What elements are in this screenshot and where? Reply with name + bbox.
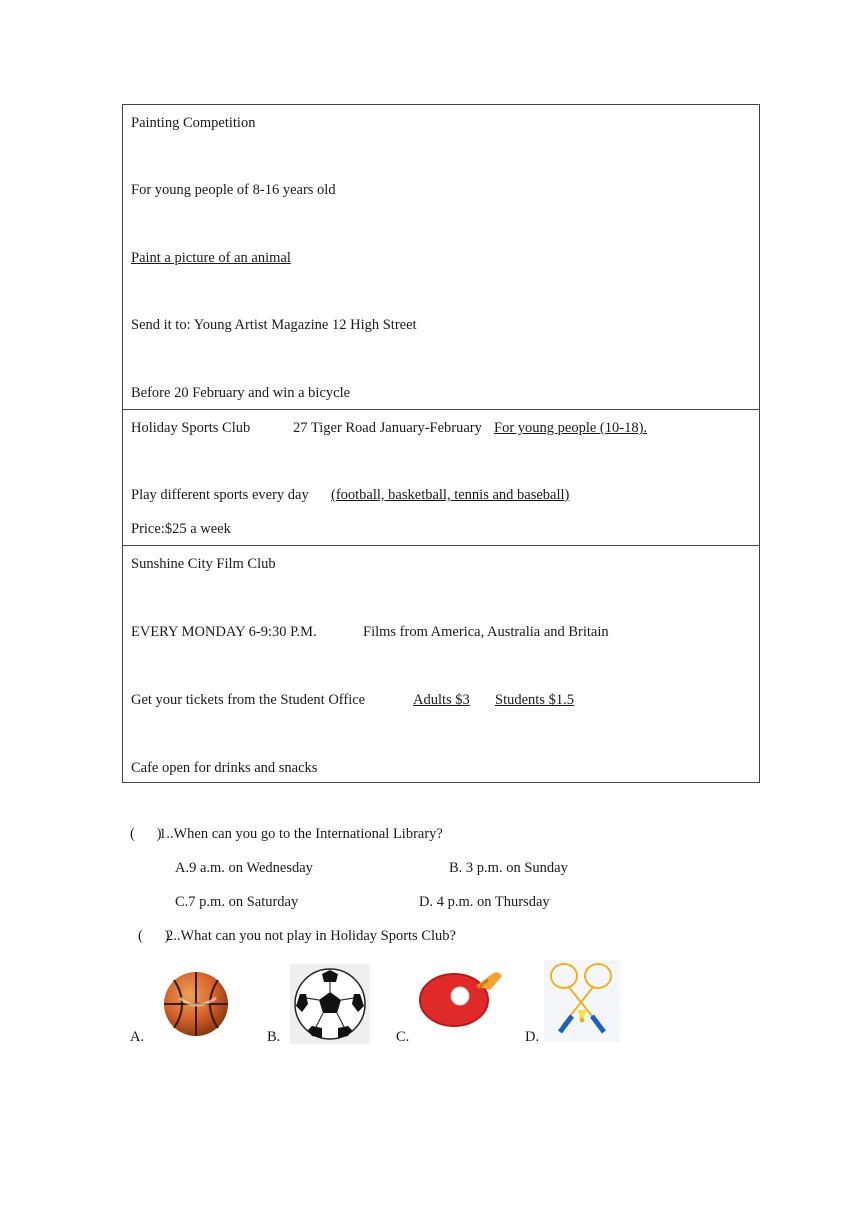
- ping-pong-paddle-icon: [418, 966, 508, 1035]
- film-tickets: Get your tickets from the Student Office: [131, 692, 366, 708]
- painting-title: Painting Competition: [131, 115, 256, 131]
- sports-list: (football, basketball, tennis and baseball): [331, 487, 570, 503]
- q2-option-b-label: B.: [267, 1029, 281, 1045]
- painting-send-to: Send it to: Young Artist Magazine 12 High Street: [131, 317, 417, 333]
- sports-address: 27 Tiger Road January-February: [293, 420, 482, 436]
- q1-option-a: A.9 a.m. on Wednesday: [175, 860, 313, 876]
- q2-option-c-label: C.: [396, 1029, 410, 1045]
- painting-competition-notice: [123, 105, 759, 410]
- q1-option-b: B. 3 p.m. on Sunday: [449, 860, 568, 876]
- film-schedule: EVERY MONDAY 6-9:30 P.M.: [131, 624, 317, 640]
- film-adults-price: Adults $3: [413, 692, 470, 708]
- painting-task: Paint a picture of an animal: [131, 250, 291, 266]
- q2-answer-bracket[interactable]: ( ): [138, 928, 170, 944]
- soccer-ball-icon: [290, 964, 370, 1049]
- badminton-rackets-icon: [544, 960, 620, 1047]
- film-origins: Films from America, Australia and Britain: [363, 624, 609, 640]
- q2-text: 2..What can you not play in Holiday Sports Club?: [166, 928, 456, 944]
- q1-text: 1..When can you go to the International Library?: [159, 826, 443, 842]
- film-name: Sunshine City Film Club: [131, 556, 276, 572]
- sports-price: Price:$25 a week: [131, 521, 231, 537]
- q1-option-c: C.7 p.m. on Saturday: [175, 894, 299, 910]
- painting-deadline: Before 20 February and win a bicycle: [131, 385, 351, 401]
- film-club-notice: [123, 546, 759, 782]
- sports-name: Holiday Sports Club: [131, 420, 251, 436]
- holiday-sports-club-notice: [123, 410, 759, 546]
- film-students-price: Students $1.5: [495, 692, 574, 708]
- q1-answer-bracket[interactable]: ( ): [130, 826, 162, 842]
- notices-table: [122, 104, 760, 783]
- painting-audience: For young people of 8-16 years old: [131, 182, 336, 198]
- q1-option-d: D. 4 p.m. on Thursday: [419, 894, 550, 910]
- film-cafe: Cafe open for drinks and snacks: [131, 760, 318, 776]
- q2-option-a-label: A.: [130, 1029, 145, 1045]
- sports-audience: For young people (10-18).: [494, 420, 648, 436]
- sports-activity: Play different sports every day: [131, 487, 309, 503]
- q2-option-d-label: D.: [525, 1029, 540, 1045]
- basketball-icon: [160, 968, 232, 1045]
